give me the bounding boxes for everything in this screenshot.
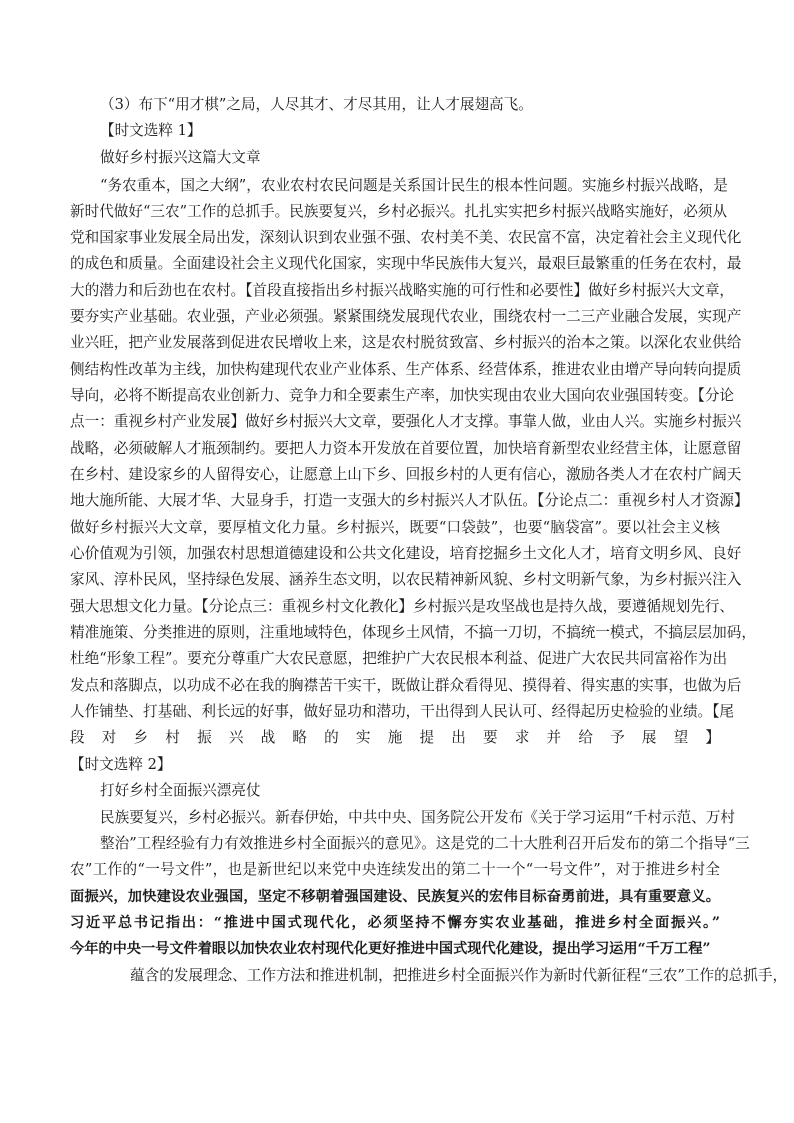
- paragraph-line: 在乡村、建设家乡的人留得安心，让愿意上山下乡、回报乡村的人更有信心，激励各类人才在农村广阔天: [70, 466, 742, 483]
- paragraph-line-bold: 习近平总书记指出：“推进中国式现代化，必须坚持不懈夯实农业基础，推进乡村全面振兴。”: [70, 915, 720, 931]
- paragraph-line: 侧结构性改革为主线，加快构建现代农业产业体系、生产体系、经营体系，推进农业由增产导向转向提质: [70, 361, 742, 378]
- quote-line: 蕴含的发展理念、工作方法和推进机制，把推进乡村全面振兴作为新时代新征程“三农”工作的总抓手，: [130, 967, 788, 984]
- section-heading-1: 【时文选粹 1】: [100, 122, 202, 139]
- paragraph-line: 要夯实产业基础。农业强，产业必须强。紧紧围绕发展现代农业，围绕农村一二三产业融合发展，实现产: [70, 308, 742, 325]
- paragraph-line: 导向，必将不断提高农业创新力、竞争力和全要素生产率，加快实现由农业大国向农业强国转变。【分论: [70, 387, 735, 404]
- paragraph-line: 杜绝“形象工程”。要充分尊重广大农民意愿，把维护广大农民根本利益、促进广大农民共同富裕作为出: [70, 650, 728, 667]
- paragraph-line: 新时代做好“三农”工作的总抓手。民族要复兴，乡村必振兴。扎扎实实把乡村振兴战略实施好，必须从: [70, 203, 728, 220]
- section-heading-2: 打好乡村全面振兴漂亮仗: [100, 782, 261, 799]
- article-title-2: 民族要复兴，乡村必振兴。新春伊始，中共中央、国务院公开发布《关于学习运用“千村示范、万村: [100, 809, 735, 826]
- paragraph-line: 段对乡村振兴战略的实施提出要求并给予展望】: [70, 729, 720, 746]
- paragraph-line: 【时文选粹 2】: [70, 756, 172, 773]
- paragraph-line: 大的潜力和后劲也在农村。【首段直接指出乡村振兴战略实施的可行性和必要性】做好乡村振兴大文章，: [70, 282, 735, 299]
- paragraph-line: 农”工作的“一号文件”，也是新世纪以来党中央连续发出的第二十一个“一号文件”，对于推进乡村全: [70, 861, 720, 878]
- paragraph-line: 业兴旺，把产业发展落到促进农民增收上来，这是农村脱贫致富、乡村振兴的治本之策。以深化农业供给: [70, 334, 742, 351]
- paragraph-line: 强大思想文化力量。【分论点三：重视乡村文化教化】乡村振兴是攻坚战也是持久战，要遵循规划先行、: [70, 598, 735, 615]
- paragraph-line: “务农重本，国之大纲”，农业农村农民问题是关系国计民生的根本性问题。实施乡村振兴战略，是: [100, 177, 728, 194]
- paragraph-line: 家风、淳朴民风，坚持绿色发展、涵养生态文明，以农民精神新风貌、乡村文明新气象，为乡村振兴注入: [70, 571, 742, 588]
- article-title-1: 做好乡村振兴这篇大文章: [100, 149, 261, 166]
- paragraph-line: 点一：重视乡村产业发展】做好乡村振兴大文章，要强化人才支撑。事靠人做，业由人兴。实施乡村振兴: [70, 413, 742, 430]
- paragraph-line-bold: 面振兴，加快建设农业强国，坚定不移朝着强国建设、民族复兴的宏伟目标奋勇前进，具有重要意义。: [70, 889, 720, 905]
- paragraph-line: 发点和落脚点，以功成不必在我的胸襟苦干实干，既做让群众看得见、摸得着、得实惠的实事，也做为后: [70, 677, 742, 694]
- paragraph-line: 战略，必须破解人才瓶颈制约。要把人力资本开发放在首要位置，加快培育新型农业经营主体，让愿意留: [70, 440, 742, 457]
- list-item-3: （3）布下“用才棋”之局，人尽其才、才尽其用，让人才展翅高飞。: [100, 96, 533, 113]
- paragraph-line: 精准施策、分类推进的原则，注重地域特色，体现乡土风情，不搞一刀切，不搞统一模式，不搞层层加码，: [70, 624, 756, 641]
- paragraph-line: 做好乡村振兴大文章，要厚植文化力量。乡村振兴，既要“口袋鼓”，也要“脑袋富”。要以社会主义核: [70, 519, 720, 536]
- paragraph-line: 的成色和质量。全面建设社会主义现代化国家，实现中华民族伟大复兴，最艰巨最繁重的任务在农村，最: [70, 255, 742, 272]
- paragraph-line-bold: 今年的中央一号文件着眼以加快农业农村现代化更好推进中国式现代化建设，提出学习运用“千万工程”: [70, 941, 711, 957]
- paragraph-line: 人作铺垫、打基础、利长远的好事，做好显功和潜功，干出得到人民认可、经得起历史检验的业绩。【尾: [70, 703, 735, 720]
- paragraph-line: 整治”工程经验有力有效推进乡村全面振兴的意见》。这是党的二十大胜利召开后发布的第二个指导“三: [100, 835, 750, 852]
- paragraph-line: 心价值观为引领，加强农村思想道德建设和公共文化建设，培育挖掘乡土文化人才，培育文明乡风、良好: [70, 545, 742, 562]
- paragraph-line: 地大施所能、大展才华、大显身手，打造一支强大的乡村振兴人才队伍。【分论点二：重视乡村人才资源】: [70, 492, 749, 509]
- paragraph-line: 党和国家事业发展全局出发，深刻认识到农业强不强、农村美不美、农民富不富，决定着社会主义现代化: [70, 229, 742, 246]
